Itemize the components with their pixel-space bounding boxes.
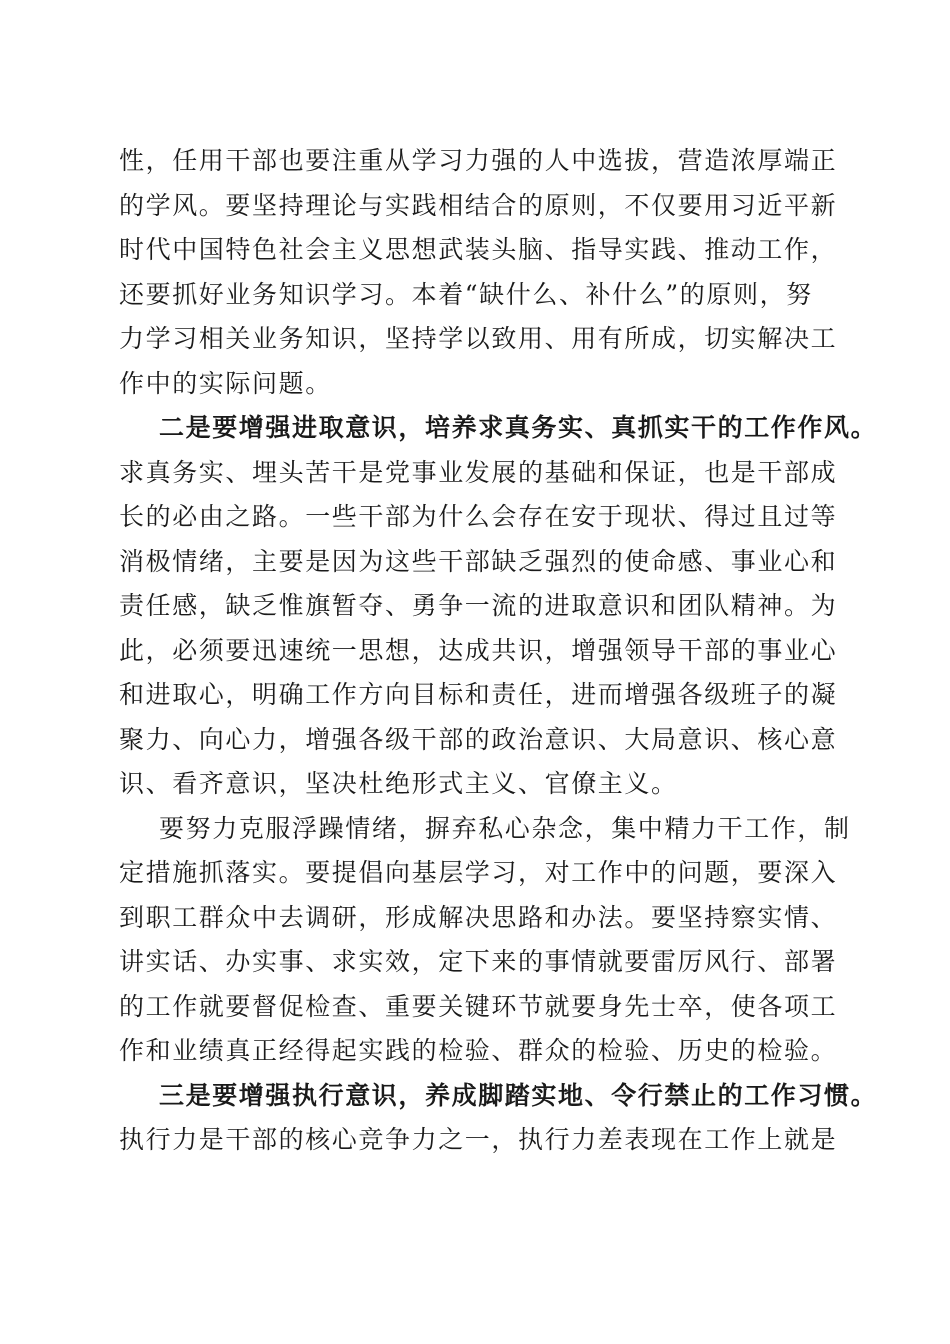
line-text: 的工作就要督促检查、重要关键环节就要身先士卒，使各项工 — [119, 991, 838, 1021]
line-text: 此，必须要迅速统一思想，达成共识，增强领导干部的事业心 — [119, 635, 838, 665]
line-text: 作和业绩真正经得起实践的检验、群众的检验、历史的检验。 — [119, 1036, 838, 1065]
text-line — [119, 851, 839, 896]
text-line — [119, 540, 839, 585]
text-line — [119, 228, 839, 273]
line-text: 消极情绪，主要是因为这些干部缺乏强烈的使命感、事业心和 — [119, 546, 838, 576]
line-text: 定措施抓落实。要提倡向基层学习，对工作中的问题，要深入 — [119, 858, 838, 887]
text-line — [119, 184, 839, 229]
text-line — [119, 673, 839, 718]
text-line — [119, 896, 839, 941]
text-line — [119, 362, 839, 407]
line-text: 讲实话、办实事、求实效，定下来的事情就要雷厉风行、部署 — [119, 947, 838, 976]
line-text: 还要抓好业务知识学习。本着“缺什么、补什么”的原则，努 — [119, 279, 813, 309]
line-text: 作中的实际问题。 — [119, 368, 332, 398]
text-line — [119, 762, 839, 807]
line-text: 到职工群众中去调研，形成解决思路和办法。要坚持察实情、 — [119, 902, 838, 932]
line-text: 时代中国特色社会主义思想武装头脑、指导实践、推动工作， — [119, 235, 838, 264]
line-text: 聚力、向心力，增强各级干部的政治意识、大局意识、核心意 — [119, 724, 838, 754]
text-line — [119, 807, 851, 852]
bold-lead: 三是要增强执行意识，养成脚踏实地、令行禁止的工作习惯。 — [159, 1080, 878, 1110]
line-text: 识、看齐意识，坚决杜绝形式主义、官僚主义。 — [119, 769, 678, 798]
bold-lead: 二是要增强进取意识，培养求真务实、真抓实干的工作作风。 — [159, 413, 878, 442]
text-line — [119, 1118, 839, 1163]
text-line — [119, 584, 839, 629]
text-line — [119, 273, 839, 318]
text-line — [119, 317, 839, 362]
text-line — [119, 1029, 839, 1074]
line-text: 求真务实、埋头苦干是党事业发展的基础和保证，也是干部成 — [119, 457, 838, 487]
line-text: 性，任用干部也要注重从学习力强的人中选拔，营造浓厚端正 — [119, 146, 838, 175]
text-line — [119, 985, 839, 1030]
line-text: 力学习相关业务知识，坚持学以致用、用有所成，切实解决工 — [119, 324, 838, 353]
line-text: 的学风。要坚持理论与实践相结合的原则，不仅要用习近平新 — [119, 190, 838, 220]
line-text: 长的必由之路。一些干部为什么会存在安于现状、得过且过等 — [119, 502, 838, 531]
text-line — [119, 629, 839, 674]
text-line — [119, 718, 839, 763]
text-line — [119, 139, 839, 184]
text-line — [119, 940, 839, 985]
line-text: 责任感，缺乏惟旗暂夺、勇争一流的进取意识和团队精神。为 — [119, 591, 838, 620]
text-line — [119, 1074, 878, 1119]
text-line — [119, 406, 878, 451]
text-line — [119, 451, 839, 496]
body-text — [119, 139, 878, 1163]
text-line — [119, 495, 839, 540]
line-text: 和进取心，明确工作方向目标和责任，进而增强各级班子的凝 — [119, 680, 838, 709]
line-text: 要努力克服浮躁情绪，摒弃私心杂念，集中精力干工作，制 — [159, 813, 851, 843]
line-text: 执行力是干部的核心竞争力之一，执行力差表现在工作上就是 — [119, 1125, 838, 1154]
